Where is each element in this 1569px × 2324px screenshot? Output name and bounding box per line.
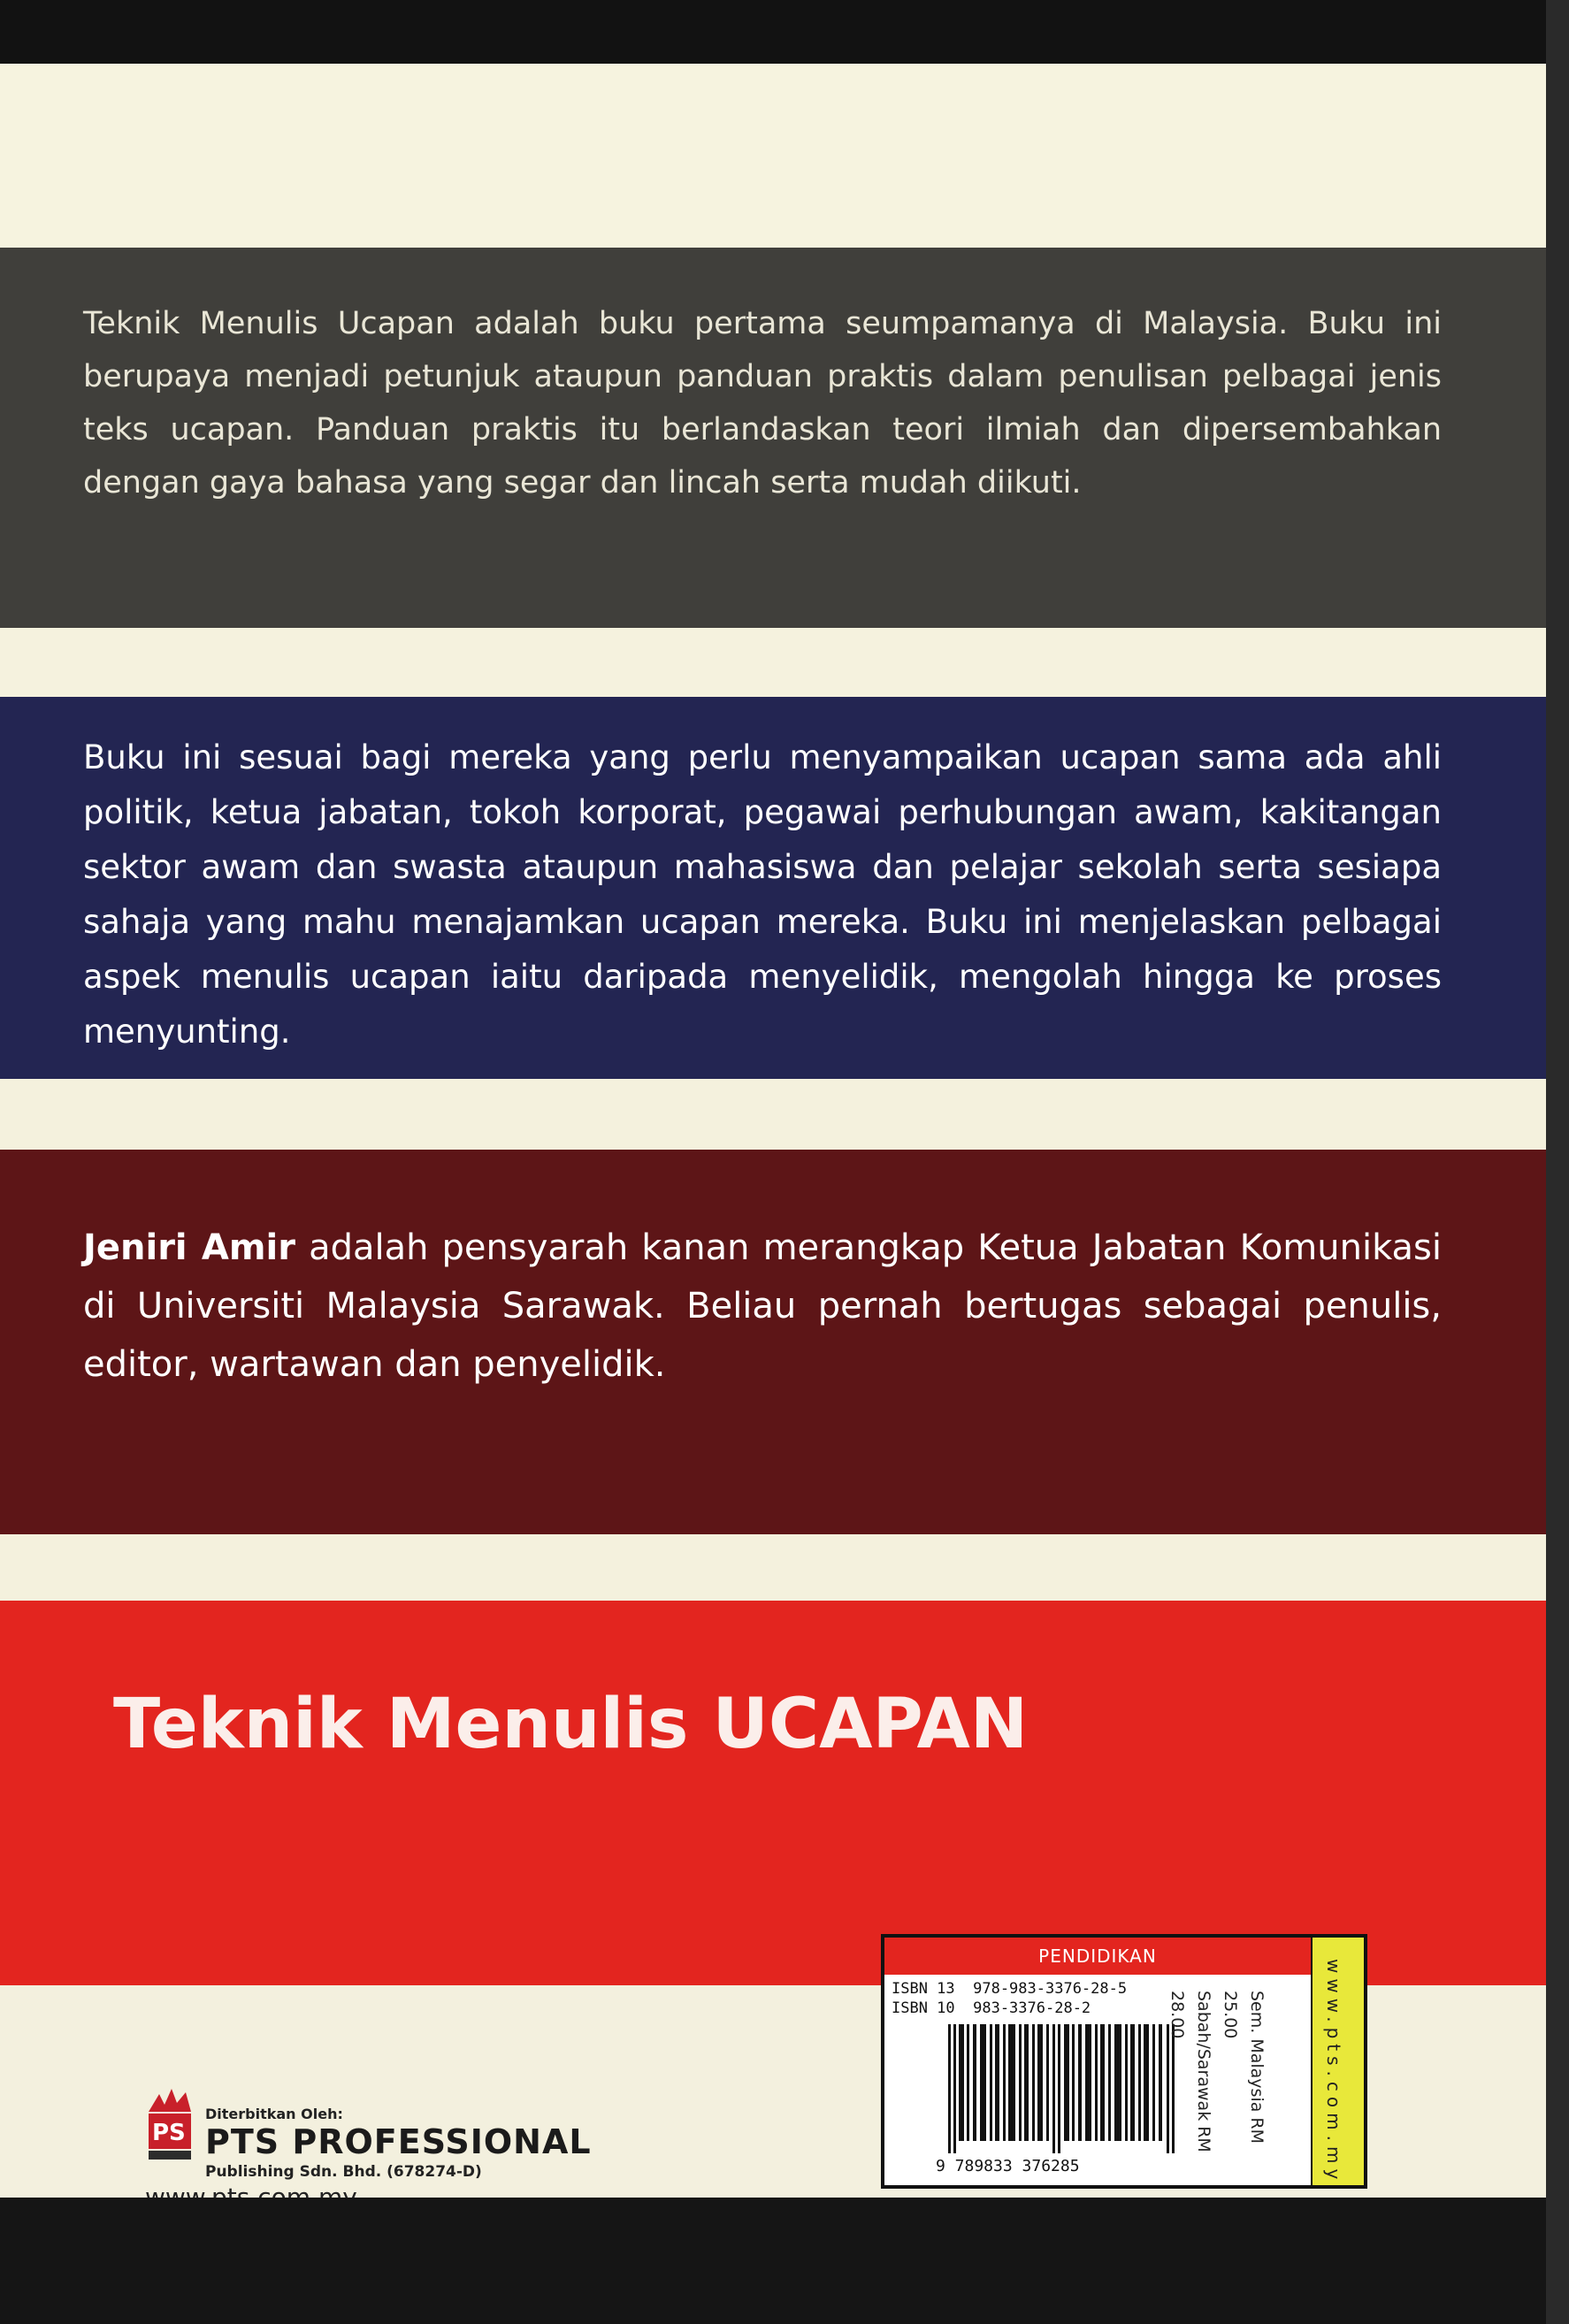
book-title: Teknik Menulis UCAPAN — [113, 1685, 1029, 1764]
publisher-name: PTS PROFESSIONAL — [205, 2122, 592, 2161]
target-audience-text: Buku ini sesuai bagi mereka yang perlu menyampaikan ucapan sama ada ahli politik, ketua jabatan, tokoh korporat, pegawai perhubungan awam, kakitangan sektor awam dan swasta ataupun mahasiswa dan pelajar sekolah serta sesiapa sahaja yang mahu menajamkan ucapan mereka. Buku ini menjelaskan pelbagai aspek menulis ucapan iaitu daripada menyelidik, mengolah hingga ke proses menyunting. — [83, 738, 1442, 1051]
isbn-13: ISBN 13 978-983-3376-28-5 — [892, 1980, 1128, 1998]
author-bio-text: adalah pensyarah kanan merangkap Ketua Jabatan Komunikasi di Universiti Malaysia Sarawak. Beliau pernah bertugas sebagai penulis, editor, wartawan dan penyelidik. — [83, 1227, 1442, 1385]
website-strip — [1311, 1938, 1364, 2185]
isbn-10: ISBN 10 983-3376-28-2 — [892, 1999, 1091, 2017]
red-band — [0, 1601, 1569, 1985]
cream-band-4 — [0, 1534, 1569, 1601]
cover-top-edge — [0, 0, 1569, 64]
price-sabah-sarawak: Sabah/Sarawak RM 28.00 — [1167, 1991, 1213, 2152]
book-description: Teknik Menulis Ucapan adalah buku pertama seumpamanya di Malaysia. Buku ini berupaya menjadi petunjuk ataupun panduan praktis dalam penulisan pelbagai jenis teks ucapan. Panduan praktis itu berlandaskan teori ilmiah dan dipersembahkan dengan gaya bahasa yang segar dan lincah serta mudah diikuti. — [83, 306, 1442, 501]
barcode-icon — [948, 2024, 1175, 2153]
cream-band-2 — [0, 628, 1569, 697]
publisher-company: Publishing Sdn. Bhd. (678274-D) — [205, 2163, 482, 2181]
cover-right-edge — [1546, 0, 1569, 2324]
price-block — [1167, 1991, 1270, 2176]
barcode-number: 9 789833 376285 — [936, 2157, 1080, 2175]
price-malaysia: Sem. Malaysia RM 25.00 — [1221, 1991, 1267, 2144]
cream-band-top — [0, 64, 1569, 248]
publisher-label: Diterbitkan Oleh: — [205, 2106, 343, 2122]
barcode-panel — [881, 1934, 1367, 2189]
author-name: Jeniri Amir — [83, 1227, 295, 1268]
website-vertical-text: www.pts.com.my — [1323, 1959, 1344, 2185]
svg-text:PS: PS — [152, 2120, 186, 2146]
pts-logo-icon — [145, 2085, 196, 2163]
cover-bottom-edge — [0, 2198, 1569, 2324]
author-bio — [83, 1219, 1442, 1394]
category-label: PENDIDIKAN — [884, 1938, 1311, 1975]
cream-band-3 — [0, 1079, 1569, 1150]
